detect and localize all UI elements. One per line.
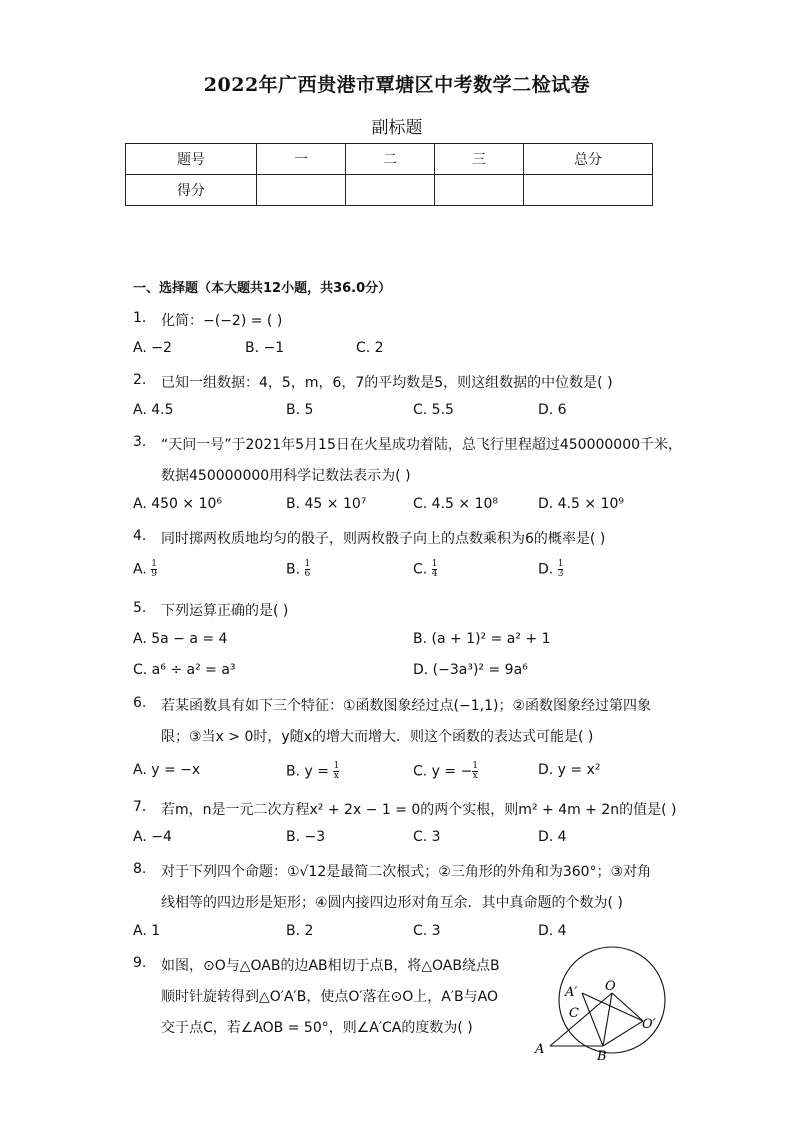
- question-text-continued: 线相等的四边形是矩形；④圆内接四边形对角互余．其中真命题的个数为( ): [161, 895, 623, 911]
- question-number: 3.: [133, 434, 147, 450]
- option-c[interactable]: C. 3: [413, 923, 441, 939]
- score-header-cell: 一: [257, 144, 346, 175]
- score-table: [125, 143, 653, 206]
- question-number: 6.: [133, 695, 147, 711]
- fraction-numerator: 1: [304, 559, 311, 569]
- score-header-cell: 三: [435, 144, 524, 175]
- option-c[interactable]: C. 2: [356, 340, 384, 356]
- option-a[interactable]: A. −2: [133, 340, 172, 356]
- question-number: 7.: [133, 799, 147, 815]
- option-a[interactable]: A. 5a − a = 4: [133, 631, 228, 647]
- fraction-denominator: 3: [557, 569, 564, 579]
- option-b[interactable]: B. 5: [286, 402, 314, 418]
- label-b: B: [597, 1049, 607, 1064]
- option-a[interactable]: A. $\frac{1}{9}$: [133, 559, 157, 579]
- question-text: 下列运算正确的是( ): [161, 603, 289, 619]
- question-number: 4.: [133, 528, 147, 544]
- fraction-denominator: 9: [151, 569, 157, 579]
- score-input-cell[interactable]: [346, 175, 435, 206]
- option-a[interactable]: A. y = −x: [133, 762, 201, 778]
- document-title: 2022年广西贵港市覃塘区中考数学二检试卷: [203, 74, 591, 96]
- score-table-header-row: [126, 144, 653, 175]
- fraction-denominator: x: [472, 771, 478, 781]
- label-c: C: [569, 1006, 579, 1021]
- score-header-cell: 题号: [126, 144, 257, 175]
- option-a[interactable]: A. −4: [133, 829, 172, 845]
- option-b[interactable]: B. $\frac{1}{6}$: [286, 559, 311, 579]
- question-text: 如图，⊙O与△OAB的边AB相切于点B，将△OAB绕点B: [161, 958, 500, 974]
- segment-ob: [603, 993, 612, 1046]
- fraction-numerator: 1: [333, 761, 340, 771]
- option-d[interactable]: D. y = x²: [538, 762, 601, 778]
- fraction-numerator: 1: [431, 559, 438, 569]
- question-text: 若m，n是一元二次方程x² + 2x − 1 = 0的两个实根，则m² + 4m + 2n的值是( ): [161, 802, 677, 818]
- question-text: 若某函数具有如下三个特征：①函数图象经过点(−1,1)；②函数图象经过第四象: [161, 698, 652, 714]
- question-text-continued: 数据450000000用科学记数法表示为( ): [161, 468, 411, 484]
- question-number: 9.: [133, 955, 147, 971]
- fraction-denominator: 6: [304, 569, 311, 579]
- label-a-prime: A′: [565, 985, 578, 1000]
- question-number: 2.: [133, 372, 147, 388]
- option-c[interactable]: C. 3: [413, 829, 441, 845]
- score-input-cell[interactable]: [524, 175, 653, 206]
- question-text: 化简：−(−2) = ( ): [161, 313, 283, 329]
- question-text: “天问一号”于2021年5月15日在火星成功着陆，总飞行里程超过450000000千米，: [161, 437, 683, 453]
- option-b[interactable]: B. y = $\frac{1}{x}$: [286, 761, 340, 781]
- circle-o: [559, 947, 665, 1053]
- label-o-prime: O′: [642, 1017, 656, 1032]
- section-heading: 一、选择题（本大题共12小题，共36.0分）: [133, 281, 392, 296]
- question-text: 已知一组数据：4，5，m，6，7的平均数是5，则这组数据的中位数是( ): [161, 375, 613, 391]
- score-table-score-row: [126, 175, 653, 206]
- question-text-continued: 顺时针旋转得到△O′A′B，使点O′落在⊙O上，A′B与AO: [161, 989, 498, 1005]
- geometry-figure: [525, 945, 675, 1065]
- segment-o-o-prime: [612, 993, 643, 1021]
- question-number: 8.: [133, 861, 147, 877]
- score-input-cell[interactable]: [257, 175, 346, 206]
- option-b[interactable]: B. 45 × 10⁷: [286, 496, 367, 512]
- option-c[interactable]: C. y = − $\frac{1}{x}$: [413, 761, 479, 781]
- label-o: O: [605, 979, 616, 994]
- question-number: 5.: [133, 600, 147, 616]
- score-row-label: 得分: [126, 175, 257, 206]
- option-a[interactable]: A. 1: [133, 923, 161, 939]
- option-b[interactable]: B. 2: [286, 923, 314, 939]
- fraction-denominator: 4: [431, 569, 438, 579]
- fraction-numerator: 1: [472, 761, 479, 771]
- option-b[interactable]: B. −3: [286, 829, 326, 845]
- option-c[interactable]: C. 5.5: [413, 402, 454, 418]
- option-d[interactable]: D. 4.5 × 10⁹: [538, 496, 625, 512]
- option-a[interactable]: A. 4.5: [133, 402, 174, 418]
- score-header-cell: 二: [346, 144, 435, 175]
- option-c[interactable]: C. 4.5 × 10⁸: [413, 496, 498, 512]
- question-text-continued: 交于点C，若∠AOB = 50°，则∠A′CA的度数为( ): [161, 1020, 473, 1036]
- score-header-cell: 总分: [524, 144, 653, 175]
- option-d[interactable]: D. $\frac{1}{3}$: [538, 559, 564, 579]
- question-number: 1.: [133, 310, 147, 326]
- label-a: A: [535, 1042, 545, 1057]
- segment-o-prime-b: [603, 1021, 643, 1046]
- option-b[interactable]: B. (a + 1)² = a² + 1: [413, 631, 551, 647]
- option-d[interactable]: D. 6: [538, 402, 567, 418]
- fraction-numerator: 1: [557, 559, 564, 569]
- question-text: 同时掷两枚质地均匀的骰子，则两枚骰子向上的点数乘积为6的概率是( ): [161, 531, 606, 547]
- question-text: 对于下列四个命题：①√12是最简二次根式；②三角形的外角和为360°；③对角: [161, 864, 652, 880]
- option-b[interactable]: B. −1: [245, 340, 285, 356]
- option-d[interactable]: D. 4: [538, 829, 567, 845]
- score-input-cell[interactable]: [435, 175, 524, 206]
- option-d[interactable]: D. 4: [538, 923, 567, 939]
- document-subtitle: 副标题: [371, 118, 423, 138]
- option-d[interactable]: D. (−3a³)² = 9a⁶: [413, 662, 528, 678]
- question-text-continued: 限；③当x > 0时，y随x的增大而增大．则这个函数的表达式可能是( ): [161, 729, 594, 745]
- option-c[interactable]: C. a⁶ ÷ a² = a³: [133, 662, 236, 678]
- option-a[interactable]: A. 450 × 10⁶: [133, 496, 223, 512]
- option-c[interactable]: C. $\frac{1}{4}$: [413, 559, 438, 579]
- fraction-numerator: 1: [151, 559, 157, 569]
- fraction-denominator: x: [333, 771, 339, 781]
